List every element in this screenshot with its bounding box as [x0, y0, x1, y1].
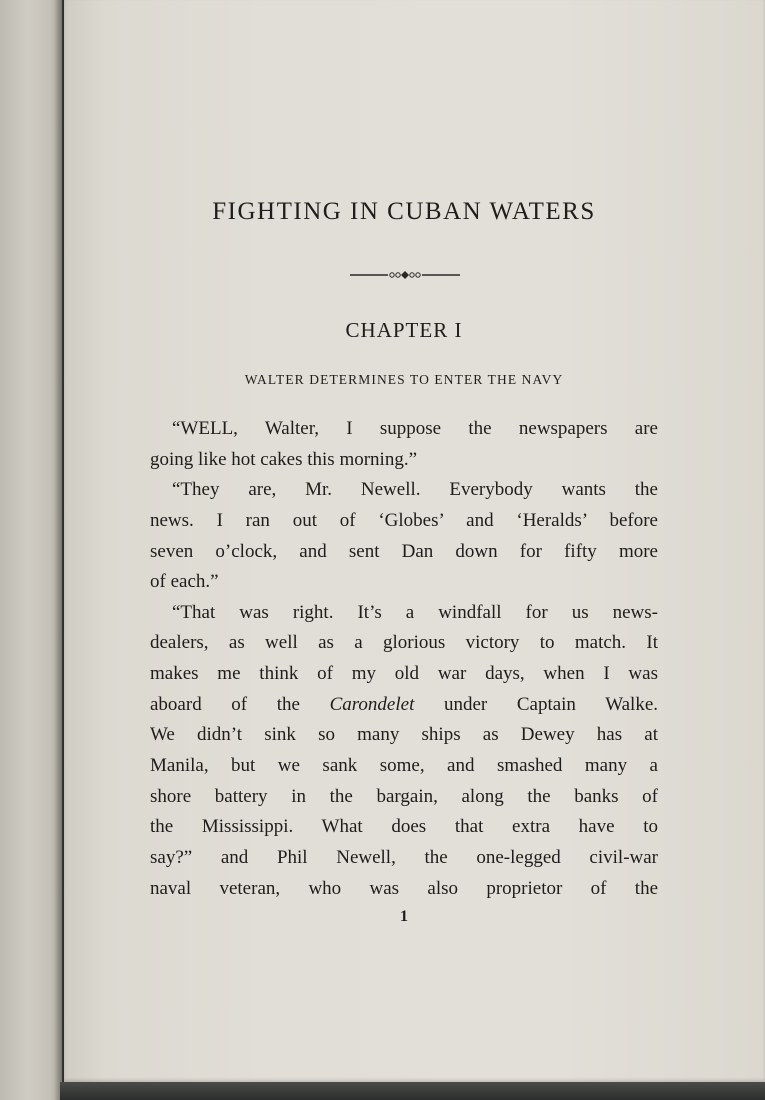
text-line: “WELL, Walter, I suppose the newspapers are: [172, 418, 658, 439]
table-edge: [60, 1082, 765, 1100]
text-line: the Mississippi. What does that extra have to: [150, 816, 658, 838]
chapter-heading: CHAPTER I: [345, 318, 463, 342]
ship-name: Carondelet: [329, 693, 415, 715]
text-line: say?” and Phil Newell, the one-legged civil-war: [150, 846, 658, 868]
book-page: [64, 0, 765, 1082]
text-line: “They are, Mr. Newell. Everybody wants the: [172, 479, 658, 501]
text-line: going like hot cakes this morning.”: [150, 448, 418, 470]
text-line: We didn’t sink so many ships as Dewey has at: [150, 724, 658, 746]
book-title: FIGHTING IN CUBAN WATERS: [212, 198, 596, 225]
text-line: shore battery in the bargain, along the banks of: [150, 785, 658, 807]
body-text: [150, 414, 658, 904]
chapter-subtitle: WALTER DETERMINES TO ENTER THE NAVY: [244, 372, 564, 387]
ornament-divider: [350, 268, 460, 282]
facing-page-edge: [0, 0, 62, 1100]
text-line: naval veteran, who was also proprietor of the: [150, 877, 658, 899]
text-line: Manila, but we sank some, and smashed many a: [150, 755, 658, 777]
text-line: seven o’clock, and sent Dan down for fifty more: [150, 540, 658, 562]
text-line: “That was right. It’s a windfall for us news-: [172, 601, 658, 623]
text-line: dealers, as well as a glorious victory to match. It: [150, 632, 658, 654]
text-line: aboard of the Carondelet under Captain Walke.: [150, 693, 659, 715]
text-line: news. I ran out of ‘Globes’ and ‘Heralds’ before: [150, 509, 658, 531]
text-line: of each.”: [150, 571, 219, 593]
page-number: 1: [400, 908, 408, 925]
text-line: makes me think of my old war days, when I was: [150, 663, 658, 685]
